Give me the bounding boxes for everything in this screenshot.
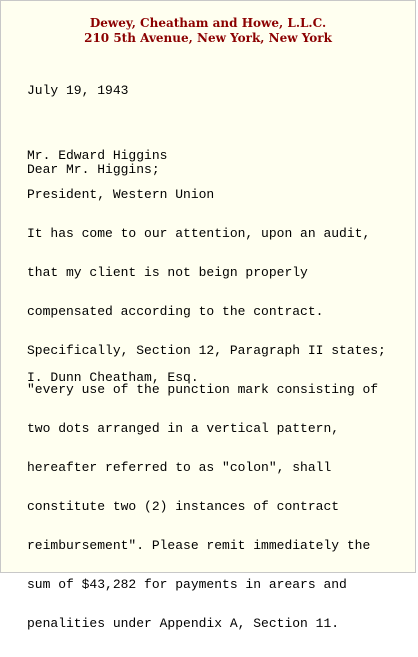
salutation: Dear Mr. Higgins;	[27, 162, 160, 177]
firm-name: Dewey, Cheatham and Howe, L.L.C.	[89, 16, 327, 30]
body-line: It has come to our attention, upon an audit,	[27, 226, 371, 241]
signature: I. Dunn Cheatham, Esq.	[27, 370, 199, 385]
body-line: Specifically, Section 12, Paragraph II states;	[27, 343, 386, 358]
letterhead	[1, 16, 415, 46]
body-line: reimbursement". Please remit immediately the	[27, 538, 371, 553]
recipient-title: President, Western Union	[27, 187, 215, 202]
letter-body	[27, 201, 386, 656]
letter-date: July 19, 1943	[27, 83, 129, 98]
body-line: that my client is not beign properly	[27, 265, 308, 280]
body-line: "every use of the punction mark consisting of	[27, 382, 379, 397]
recipient-name: Mr. Edward Higgins	[27, 148, 168, 163]
firm-address: 210 5th Avenue, New York, New York	[84, 31, 332, 45]
body-line: penalities under Appendix A, Section 11.	[27, 616, 340, 631]
body-line: compensated according to the contract.	[27, 304, 324, 319]
body-line: hereafter referred to as "colon", shall	[27, 460, 332, 475]
body-line: sum of $43,282 for payments in arears and	[27, 577, 347, 592]
body-line: constitute two (2) instances of contract	[27, 499, 340, 514]
body-line: two dots arranged in a vertical pattern,	[27, 421, 340, 436]
